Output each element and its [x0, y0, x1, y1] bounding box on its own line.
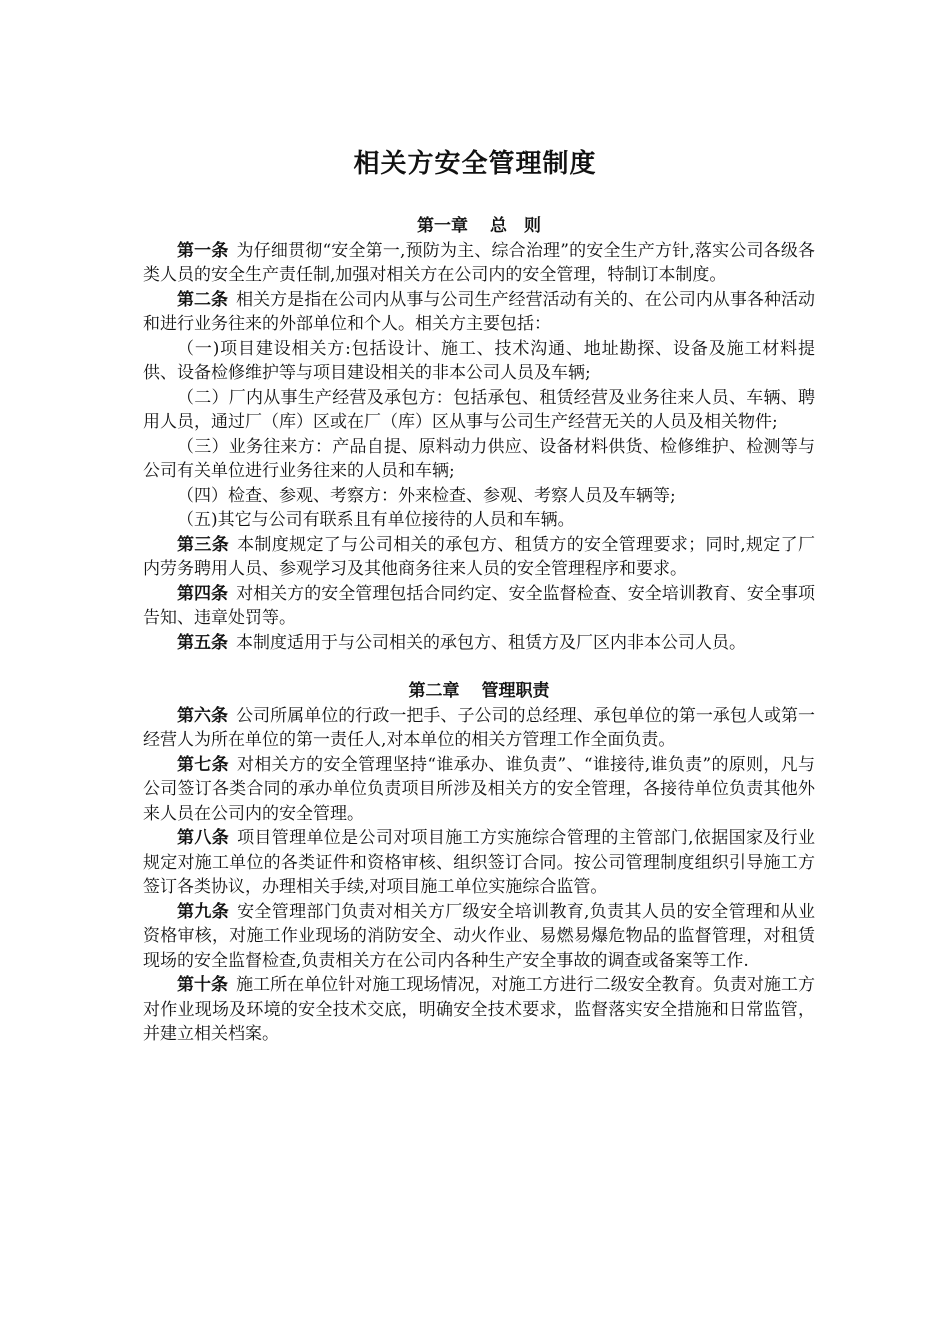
article-text: 本制度规定了与公司相关的承包方、租赁方的安全管理要求；同时,规定了厂内劳务聘用人员、参观学习及其他商务往来人员的安全管理程序和要求。	[143, 534, 816, 579]
article-text: 施工所在单位针对施工现场情况，对施工方进行二级安全教育。负责对施工方对作业现场及环境的安全技术交底，明确安全技术要求，监督落实安全措施和日常监管，并建立相关档案。	[143, 975, 816, 1044]
chapter-heading	[143, 679, 815, 704]
article-text: 对相关方的安全管理包括合同约定、安全监督检查、安全培训教育、安全事项告知、违章处罚等。	[143, 583, 816, 628]
chapter-number: 第一章	[417, 216, 468, 236]
chapter-number: 第二章	[408, 681, 460, 701]
article-text: 公司所属单位的行政一把手、子公司的总经理、承包单位的第一承包人或第一经营人为所在单位的第一责任人,对本单位的相关方管理工作全面负责。	[143, 705, 816, 750]
article	[143, 900, 815, 974]
list-item	[143, 508, 815, 533]
document-body	[143, 214, 815, 1047]
chapter-name: 管理职责	[481, 681, 550, 701]
article	[143, 288, 815, 337]
chapter-name: 总 则	[490, 216, 541, 236]
article	[143, 533, 815, 582]
article-number: 第三条	[177, 534, 230, 555]
article-number: 第六条	[177, 705, 229, 726]
article-text: 对相关方的安全管理坚持“谁承办、谁负责”、“谁接待,谁负责”的原则，凡与公司签订各类合同的承办单位负责项目所涉及相关方的安全管理，各接待单位负责其他外来人员在公司内的安全管理。	[143, 754, 815, 824]
article-text: 为仔细贯彻“安全第一,预防为主、综合治理”的安全生产方针,落实公司各级各类人员的安全生产责任制,加强对相关方在公司内的安全管理，特制订本制度。	[143, 240, 815, 285]
article-text: 相关方是指在公司内从事与公司生产经营活动有关的、在公司内从事各种活动和进行业务往来的外部单位和个人。相关方主要包括：	[143, 289, 816, 334]
list-item	[143, 386, 815, 435]
article-text: 安全管理部门负责对相关方厂级安全培训教育,负责其人员的安全管理和从业资格审核，对施工作业现场的消防安全、动火作业、易燃易爆危物品的监督管理，对租赁现场的安全监督检查,负责相关方在公司内各种生产安全事故的调查或备案等工作.	[143, 901, 816, 971]
article	[143, 973, 815, 1047]
article-number: 第五条	[177, 632, 228, 653]
article	[143, 704, 815, 753]
article-text: 本制度适用于与公司相关的承包方、租赁方及厂区内非本公司人员。	[236, 632, 746, 653]
article	[143, 582, 815, 631]
article	[143, 239, 815, 288]
list-item-text: （五)其它与公司有联系且有单位接待的人员和车辆。	[177, 510, 575, 530]
article-number: 第四条	[177, 583, 229, 604]
article-number: 第十条	[177, 975, 229, 995]
document-title: 相关方安全管理制度	[353, 149, 597, 179]
article-number: 第一条	[177, 240, 229, 261]
article-text: 项目管理单位是公司对项目施工方实施综合管理的主管部门,依据国家及行业规定对施工单位的各类证件和资格审核、组织签订合同。按公司管理制度组织引导施工方签订各类协议，办理相关手续,对项目施工单位实施综合监管。	[143, 828, 816, 897]
chapter-heading	[143, 214, 815, 239]
article-number: 第九条	[177, 901, 230, 922]
list-item	[143, 435, 815, 484]
article	[143, 826, 815, 900]
list-item-text: （四）检查、参观、考察方：外来检查、参观、考察人员及车辆等;	[177, 485, 676, 506]
article-number: 第七条	[177, 754, 229, 775]
article-number: 第二条	[177, 289, 229, 310]
list-item-text: （一)项目建设相关方:包括设计、施工、技术沟通、地址勘探、设备及施工材料提供、设备检修维护等与项目建设相关的非本公司人员及车辆;	[143, 338, 815, 383]
article	[143, 631, 815, 656]
list-item-text: （三）业务往来方：产品自提、原料动力供应、设备材料供货、检修维护、检测等与公司有关单位进行业务往来的人员和车辆;	[143, 436, 815, 481]
article-number: 第八条	[177, 828, 230, 848]
list-item	[143, 484, 815, 509]
list-item-text: （二）厂内从事生产经营及承包方：包括承包、租赁经营及业务往来人员、车辆、聘用人员，通过厂（库）区或在厂（库）区从事与公司生产经营无关的人员及相关物件;	[143, 387, 815, 432]
list-item	[143, 337, 815, 386]
article	[143, 753, 815, 827]
